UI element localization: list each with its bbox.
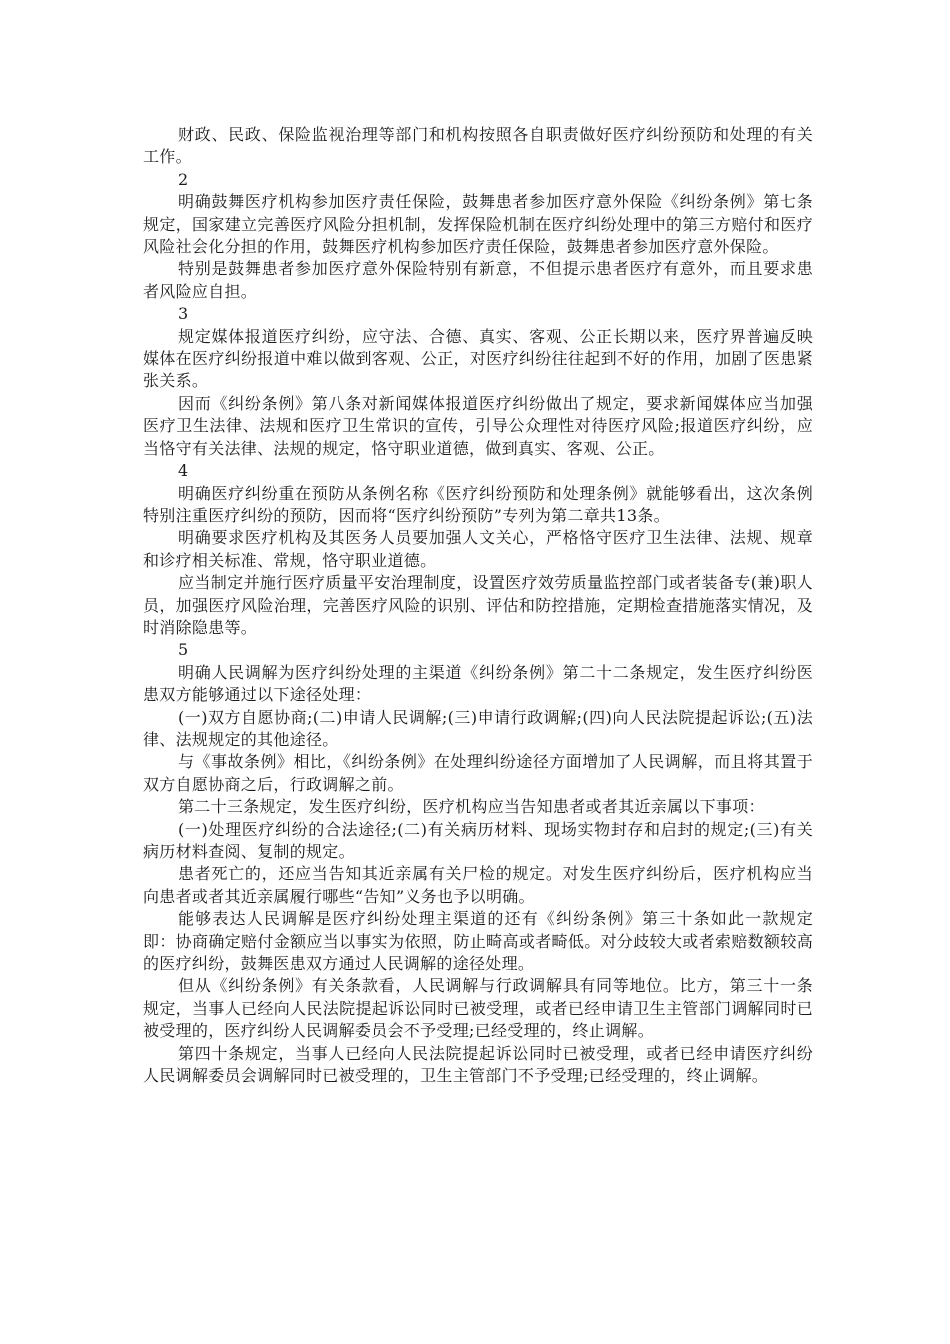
paragraph: 但从《纠纷条例》有关条款看，人民调解与行政调解具有同等地位。比方，第三十一条规定，当事人已经向人民法院提起诉讼同时已被受理，或者已经申请卫生主管部门调解同时已被受理的，医疗纠纷人民调解委员会不予受理;已经受理的，终止调解。 [143, 976, 813, 1041]
paragraph: (一)处理医疗纠纷的合法途径;(二)有关病历材料、现场实物封存和启封的规定;(三)有关病历材料查阅、复制的规定。 [143, 819, 813, 861]
paragraph: 明确人民调解为医疗纠纷处理的主渠道《纠纷条例》第二十二条规定，发生医疗纠纷医患双方能够通过以下途径处理： [143, 662, 813, 705]
section-number: 4 [178, 461, 189, 481]
paragraph: 明确医疗纠纷重在预防从条例名称《医疗纠纷预防和处理条例》就能够看出，这次条例特别注重医疗纠纷的预防，因而将“医疗纠纷预防”专列为第二章共13条。 [143, 483, 813, 525]
paragraph: 与《事故条例》相比，《纠纷条例》在处理纠纷途径方面增加了人民调解，而且将其置于双方自愿协商之后，行政调解之前。 [143, 752, 813, 794]
document-body [143, 124, 813, 1087]
section-number: 5 [178, 640, 189, 660]
section-number: 3 [178, 304, 189, 324]
paragraph: 明确要求医疗机构及其医务人员要加强人文关心，严格恪守医疗卫生法律、法规、规章和诊疗相关标准、常规，恪守职业道德。 [143, 528, 813, 570]
paragraph: 能够表达人民调解是医疗纠纷处理主渠道的还有《纠纷条例》第三十条如此一款规定即：协商确定赔付金额应当以事实为依照，防止畸高或者畸低。对分歧较大或者索赔数额较高的医疗纠纷，鼓舞医患双方通过人民调解的途径处理。 [143, 909, 813, 974]
paragraph: (一)双方自愿协商;(二)申请人民调解;(三)申请行政调解;(四)向人民法院提起诉讼;(五)法律、法规规定的其他途径。 [143, 707, 813, 749]
section-number: 2 [178, 169, 189, 189]
paragraph: 第二十三条规定，发生医疗纠纷，医疗机构应当告知患者或者其近亲属以下事项： [178, 797, 765, 817]
paragraph: 特别是鼓舞患者参加医疗意外保险特别有新意，不但提示患者医疗有意外，而且要求患者风险应自担。 [143, 259, 813, 301]
paragraph: 规定媒体报道医疗纠纷，应守法、合德、真实、客观、公正长期以来，医疗界普遍反映媒体在医疗纠纷报道中难以做到客观、公正，对医疗纠纷往往起到不好的作用，加剧了医患紧张关系。 [143, 326, 813, 391]
paragraph: 患者死亡的，还应当告知其近亲属有关尸检的规定。对发生医疗纠纷后，医疗机构应当向患者或者其近亲属履行哪些“告知”义务也予以明确。 [143, 864, 813, 906]
paragraph: 财政、民政、保险监视治理等部门和机构按照各自职责做好医疗纠纷预防和处理的有关工作。 [143, 125, 813, 167]
paragraph: 第四十条规定，当事人已经向人民法院提起诉讼同时已被受理，或者已经申请医疗纠纷人民调解委员会调解同时已被受理的，卫生主管部门不予受理;已经受理的，终止调解。 [143, 1043, 813, 1086]
paragraph: 因而《纠纷条例》第八条对新闻媒体报道医疗纠纷做出了规定，要求新闻媒体应当加强医疗卫生法律、法规和医疗卫生常识的宣传，引导公众理性对待医疗风险;报道医疗纠纷，应当恪守有关法律、法规的规定，恪守职业道德，做到真实、客观、公正。 [143, 393, 813, 458]
paragraph: 应当制定并施行医疗质量平安治理制度，设置医疗效劳质量监控部门或者装备专(兼)职人员，加强医疗风险治理，完善医疗风险的识别、评估和防控措施，定期检查措施落实情况，及时消除隐患等。 [143, 573, 813, 637]
paragraph: 明确鼓舞医疗机构参加医疗责任保险，鼓舞患者参加医疗意外保险《纠纷条例》第七条规定，国家建立完善医疗风险分担机制，发挥保险机制在医疗纠纷处理中的第三方赔付和医疗风险社会化分担的作用，鼓舞医疗机构参加医疗责任保险，鼓舞患者参加医疗意外保险。 [143, 192, 813, 257]
